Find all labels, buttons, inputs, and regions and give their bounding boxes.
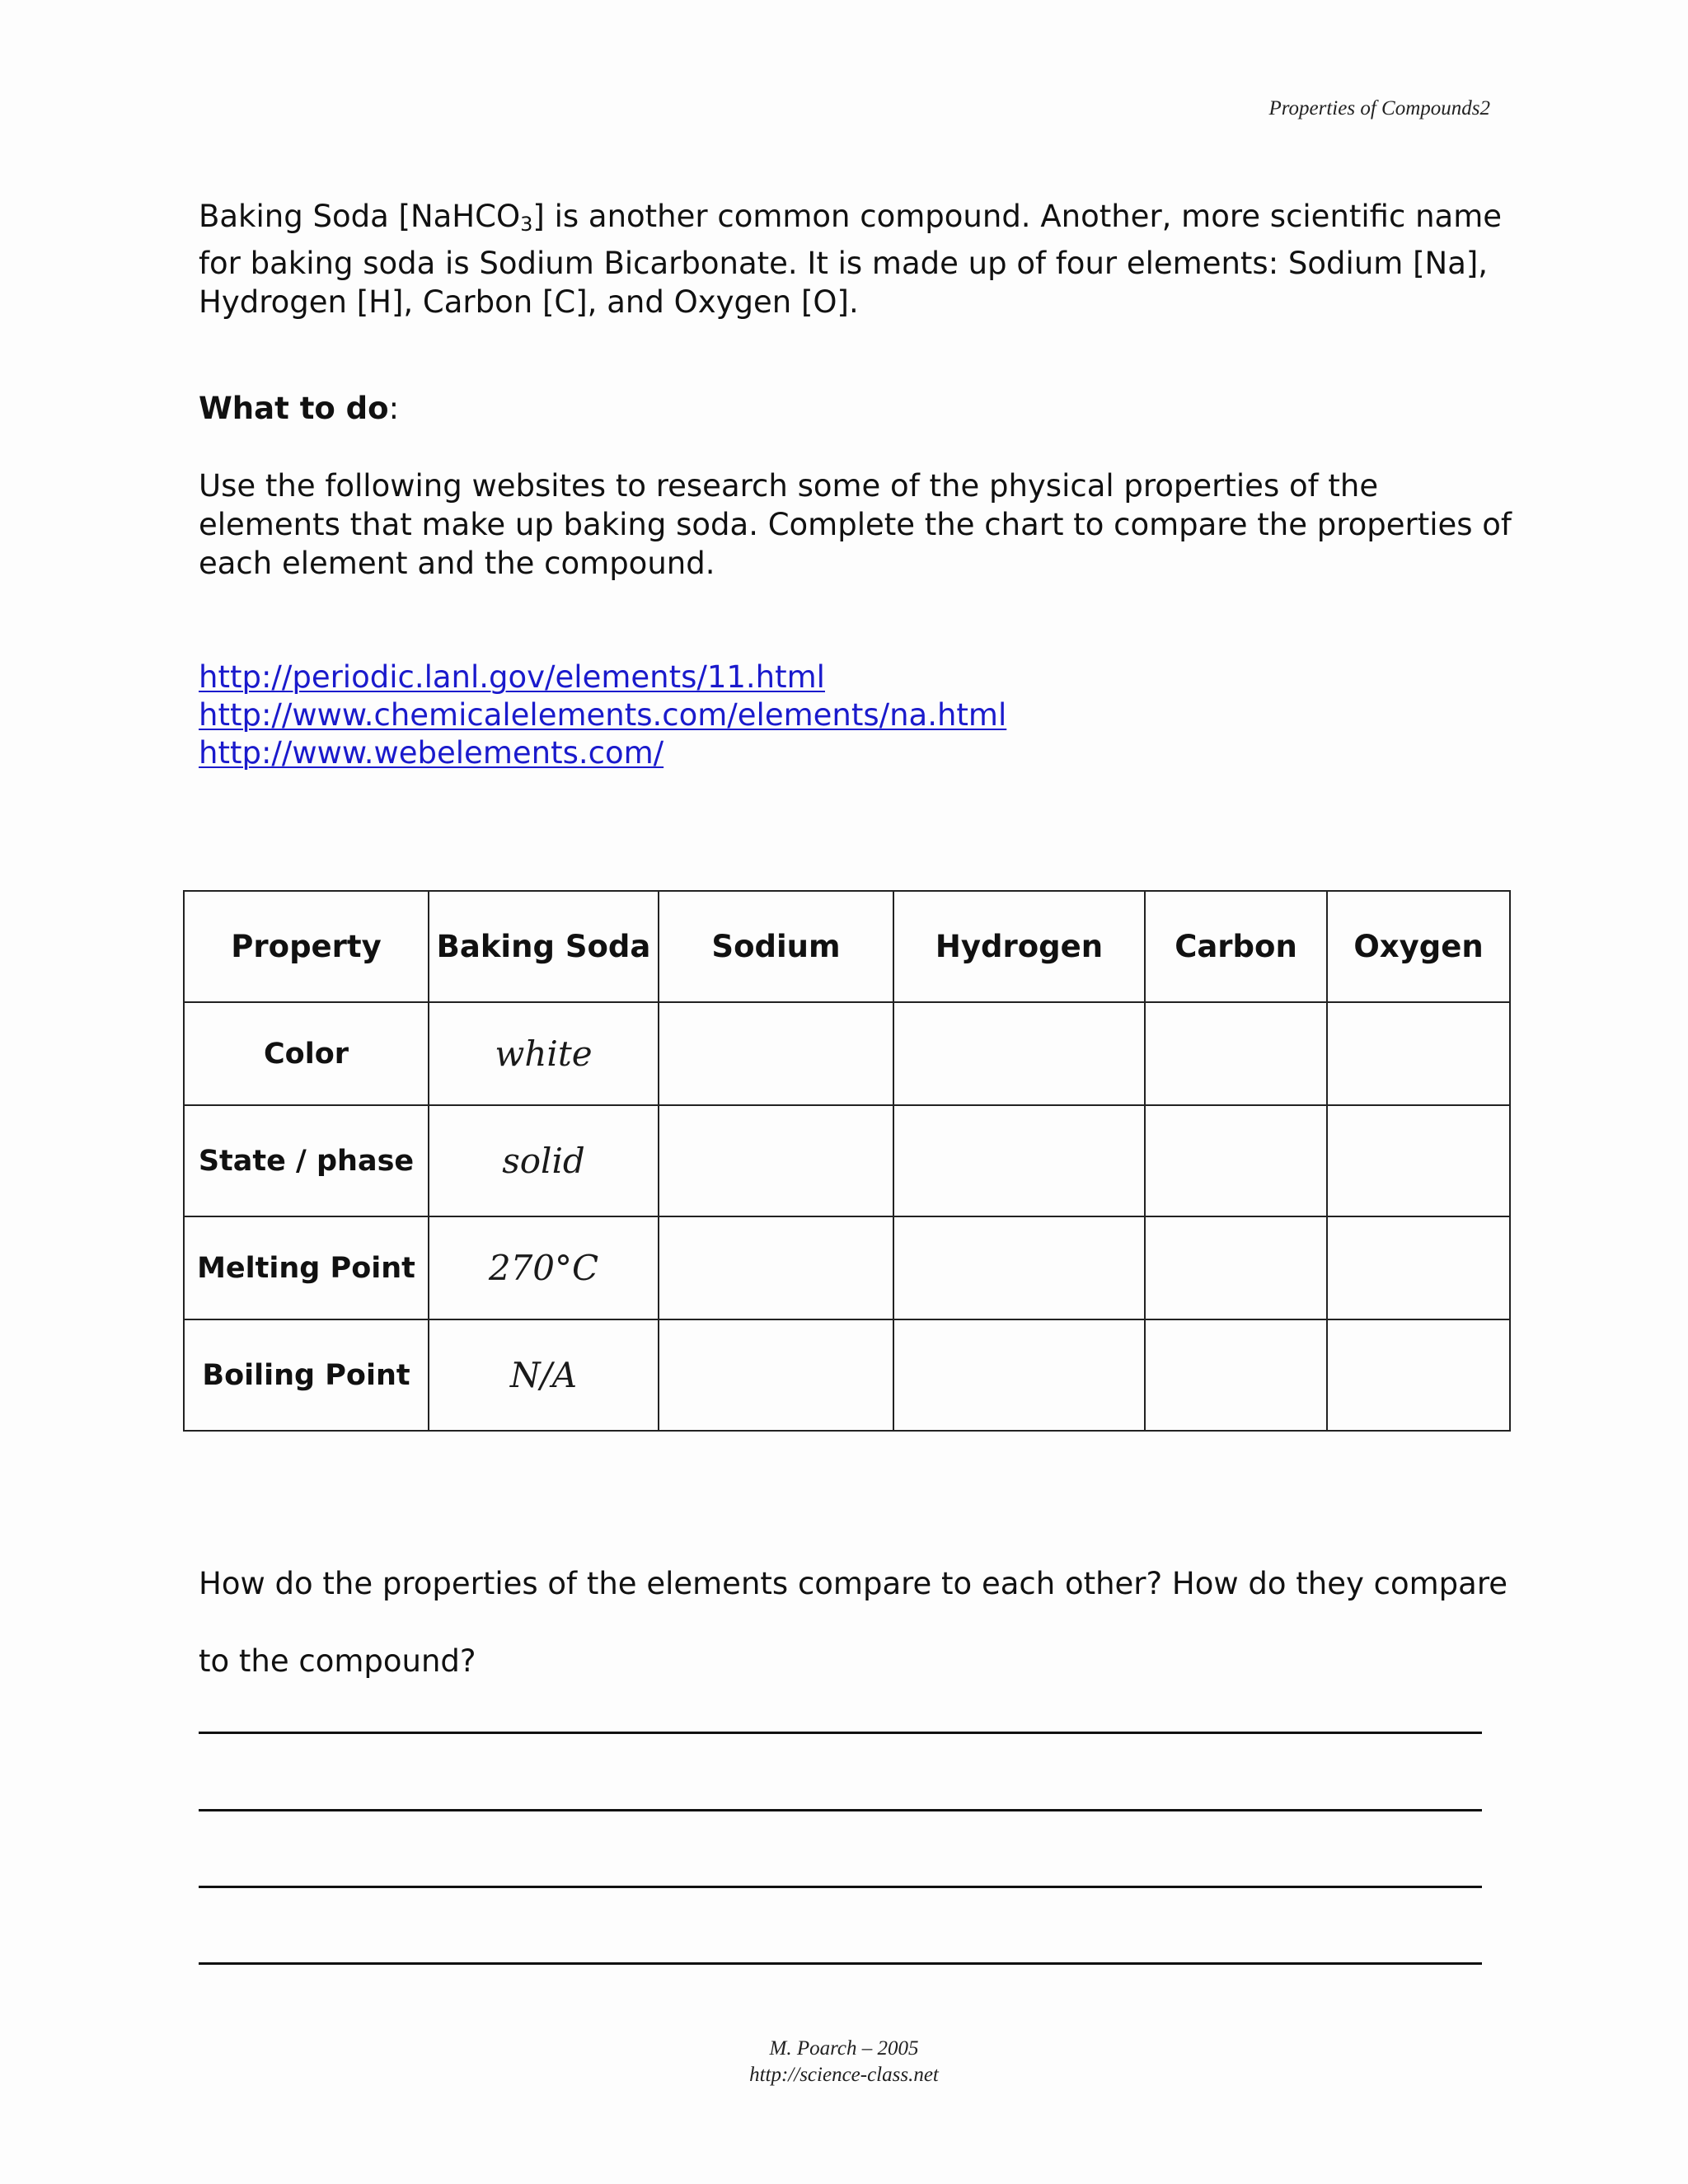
- page-footer: [0, 2036, 1688, 2088]
- link-periodic-lanl[interactable]: http://periodic.lanl.gov/elements/11.html: [199, 659, 825, 695]
- cell-hydrogen-melting[interactable]: [893, 1216, 1145, 1319]
- row-label-boiling-point: Boiling Point: [184, 1319, 429, 1431]
- cell-carbon-color[interactable]: [1145, 1002, 1327, 1105]
- instructions-paragraph: Use the following websites to research some of the physical properties of the elements that make up baking soda. Complete the chart to compare the properties of each element and the compound.: [199, 468, 1512, 581]
- comparison-question: How do the properties of the elements compare to each other? How do they compare to the compound?: [199, 1566, 1508, 1679]
- heading-colon: :: [388, 391, 400, 426]
- link-chemicalelements[interactable]: http://www.chemicalelements.com/elements/na.html: [199, 697, 1007, 733]
- link-webelements[interactable]: http://www.webelements.com/: [199, 735, 664, 771]
- table-row: [184, 1105, 1510, 1216]
- row-label-melting-point: Melting Point: [184, 1216, 429, 1319]
- properties-table: [183, 890, 1511, 1432]
- resource-links: [199, 658, 1006, 772]
- header-baking-soda: Baking Soda: [429, 891, 659, 1002]
- row-label-state: State / phase: [184, 1105, 429, 1216]
- cell-hydrogen-boiling[interactable]: [893, 1319, 1145, 1431]
- cell-sodium-boiling[interactable]: [659, 1319, 893, 1431]
- cell-baking-soda-color[interactable]: white: [429, 1002, 659, 1105]
- intro-paragraph: [199, 197, 1517, 321]
- cell-sodium-color[interactable]: [659, 1002, 893, 1105]
- cell-hydrogen-color[interactable]: [893, 1002, 1145, 1105]
- cell-oxygen-boiling[interactable]: [1327, 1319, 1510, 1431]
- footer-site: http://science-class.net: [749, 2064, 939, 2086]
- header-carbon: Carbon: [1145, 891, 1327, 1002]
- cell-oxygen-melting[interactable]: [1327, 1216, 1510, 1319]
- header-sodium: Sodium: [659, 891, 893, 1002]
- what-to-do-heading: [199, 391, 399, 426]
- cell-hydrogen-state[interactable]: [893, 1105, 1145, 1216]
- intro-text-end: ] is another common compound. Another, more scientific name for baking soda is Sodium Bicarbonate. It is made up of four elements: Sodium [Na], Hydrogen [H], Carbon [C], and Oxygen [O].: [199, 199, 1503, 320]
- cell-baking-soda-boiling[interactable]: N/A: [429, 1319, 659, 1431]
- table-header-row: [184, 891, 1510, 1002]
- cell-baking-soda-state[interactable]: solid: [429, 1105, 659, 1216]
- cell-oxygen-state[interactable]: [1327, 1105, 1510, 1216]
- cell-sodium-state[interactable]: [659, 1105, 893, 1216]
- formula-subscript: 3: [520, 212, 533, 236]
- table-row: [184, 1319, 1510, 1431]
- answer-line-2[interactable]: [199, 1809, 1482, 1811]
- cell-carbon-melting[interactable]: [1145, 1216, 1327, 1319]
- table-row: [184, 1216, 1510, 1319]
- running-header: Properties of Compounds2: [1268, 97, 1490, 120]
- answer-line-4[interactable]: [199, 1962, 1482, 1965]
- footer-author: M. Poarch – 2005: [769, 2037, 919, 2060]
- cell-baking-soda-melting[interactable]: 270°C: [429, 1216, 659, 1319]
- answer-line-3[interactable]: [199, 1886, 1482, 1888]
- cell-carbon-state[interactable]: [1145, 1105, 1327, 1216]
- cell-oxygen-color[interactable]: [1327, 1002, 1510, 1105]
- table-row: [184, 1002, 1510, 1105]
- answer-line-1[interactable]: [199, 1732, 1482, 1734]
- cell-carbon-boiling[interactable]: [1145, 1319, 1327, 1431]
- header-property: Property: [184, 891, 429, 1002]
- header-oxygen: Oxygen: [1327, 891, 1510, 1002]
- cell-sodium-melting[interactable]: [659, 1216, 893, 1319]
- row-label-color: Color: [184, 1002, 429, 1105]
- what-to-do-label: What to do: [199, 391, 389, 426]
- intro-text-start: Baking Soda [NaHCO: [199, 199, 521, 234]
- header-hydrogen: Hydrogen: [893, 891, 1145, 1002]
